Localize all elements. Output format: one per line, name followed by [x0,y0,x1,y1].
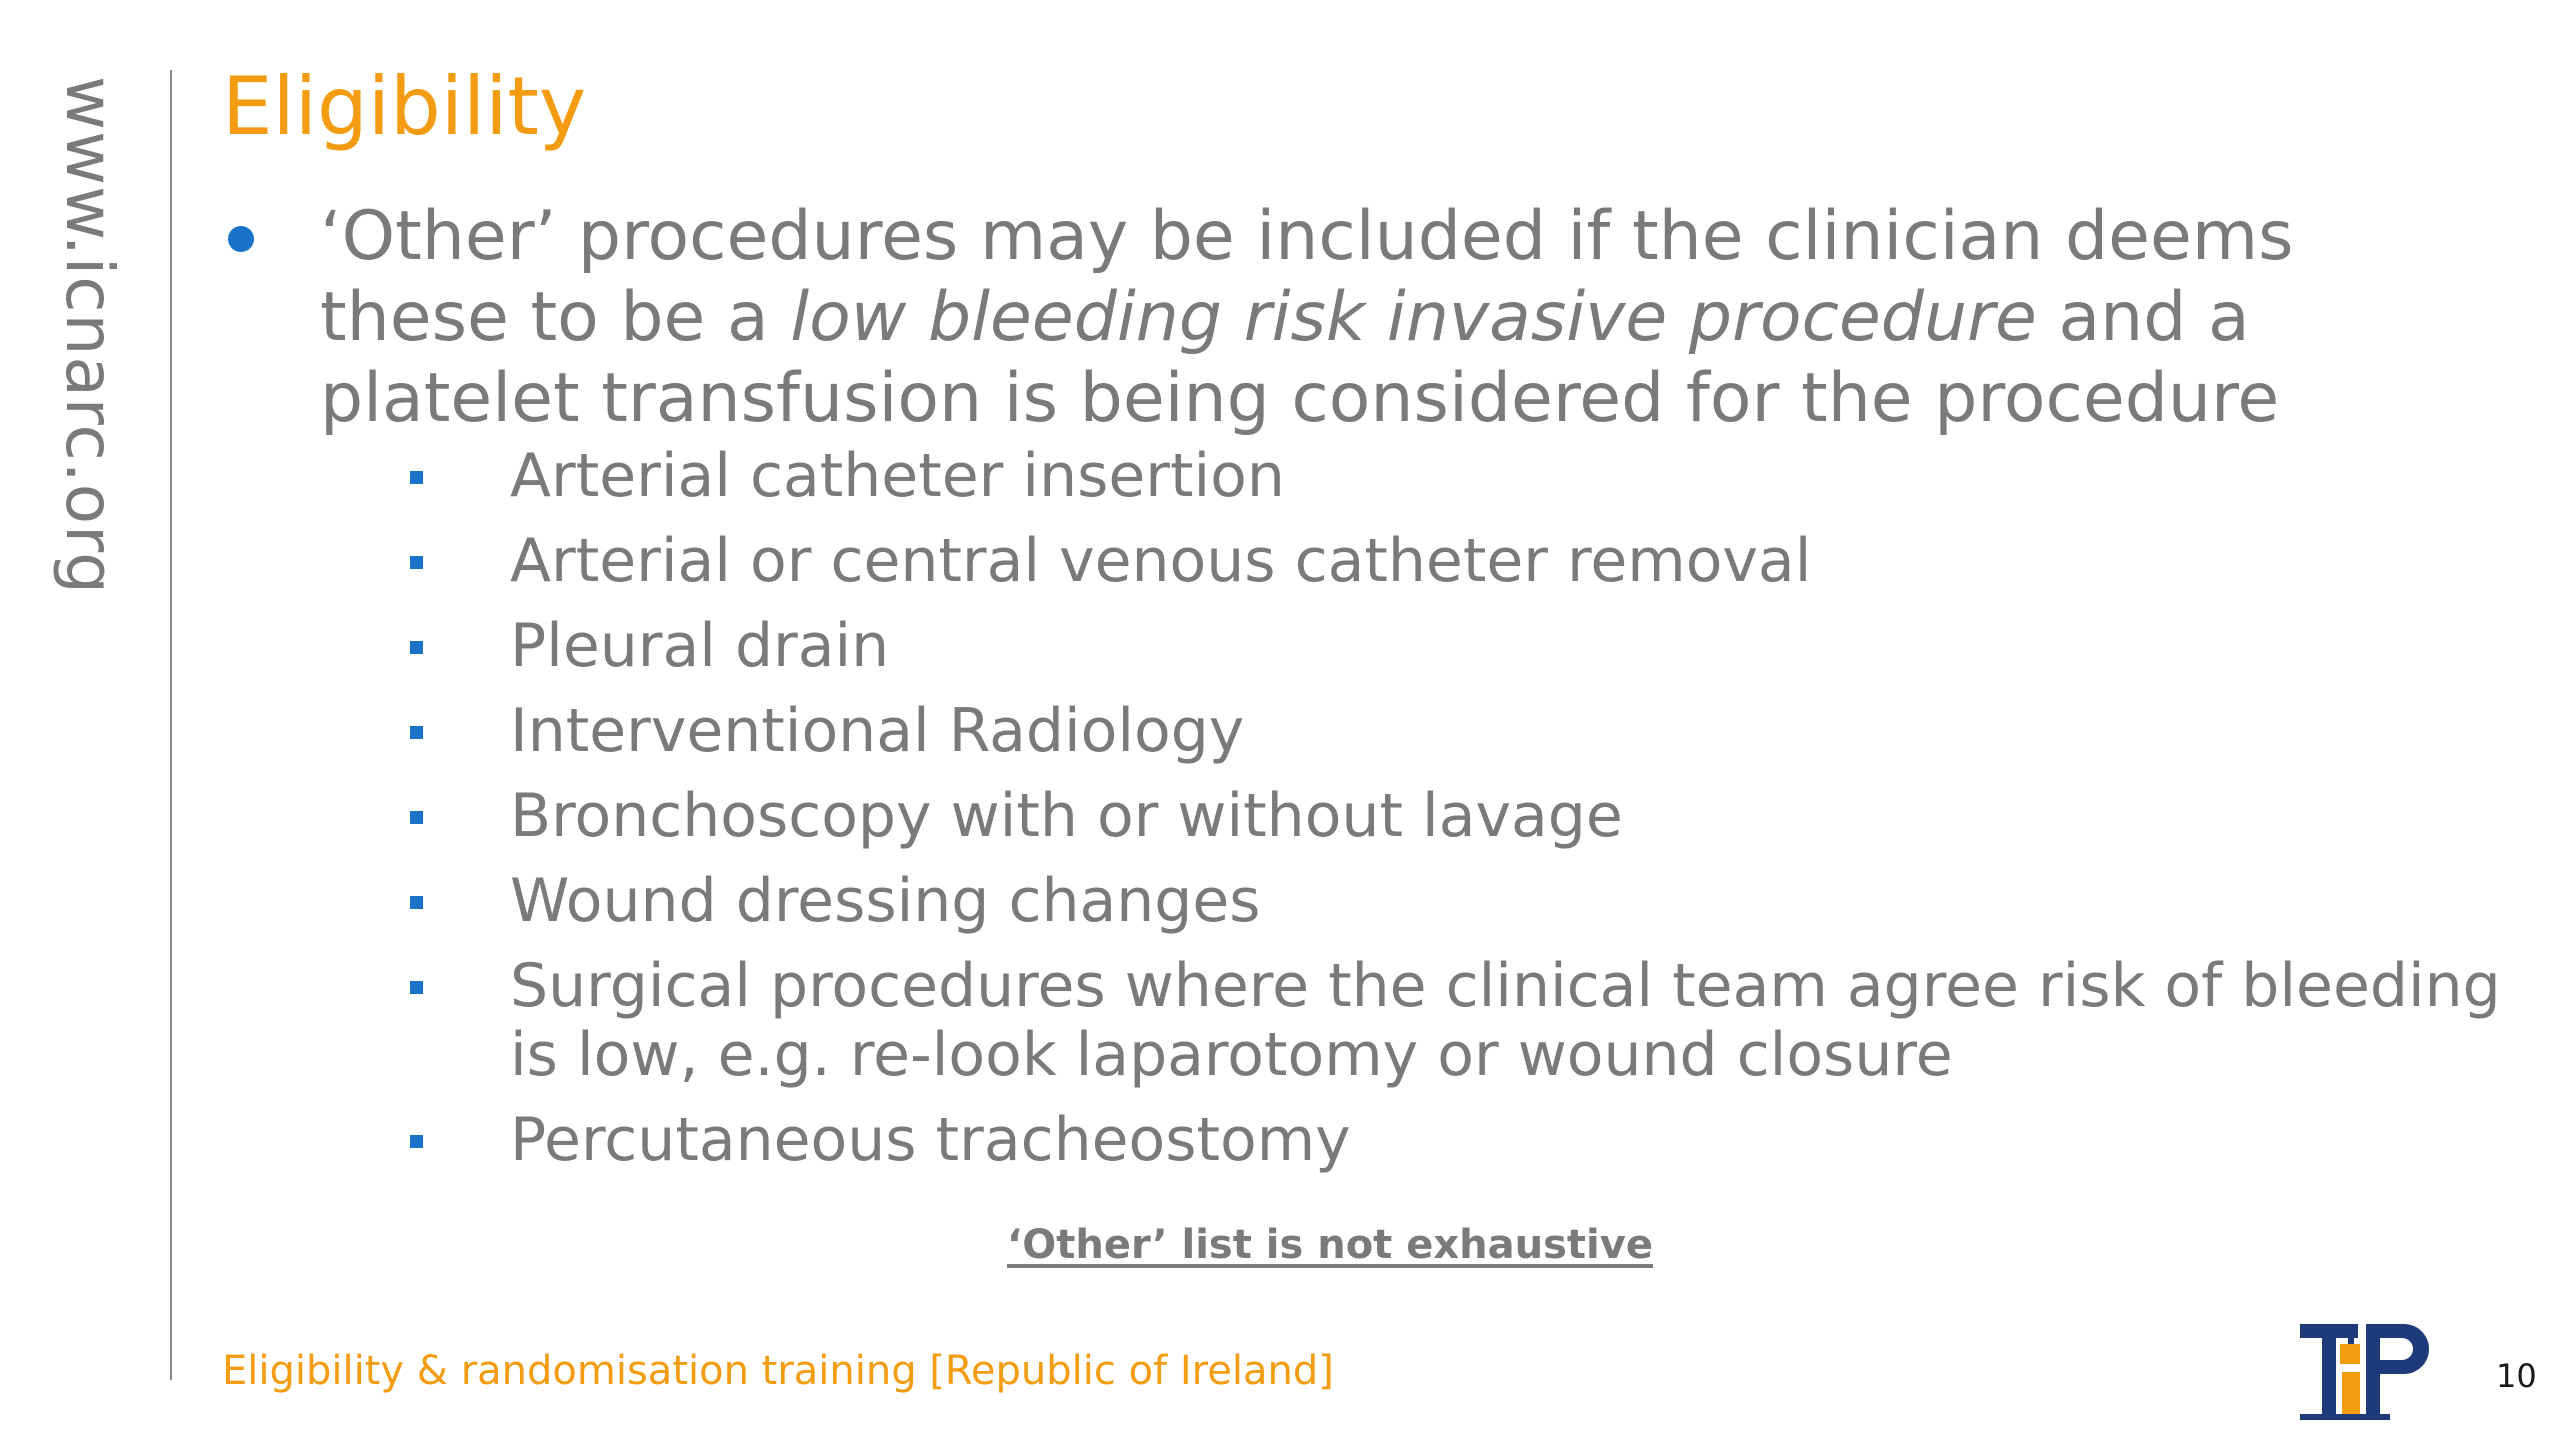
page-number: 10 [2496,1357,2537,1395]
square-bullet-icon [410,471,423,484]
procedure-list [410,442,2530,1191]
square-bullet-icon [410,1135,423,1148]
list-item [410,697,2530,766]
list-item-text: Pleural drain [510,611,890,681]
square-bullet-icon [410,981,423,994]
list-item-text: Wound dressing changes [510,866,1261,936]
square-bullet-icon [410,556,423,569]
not-exhaustive-note: ‘Other’ list is not exhaustive [1007,1222,1653,1268]
list-item [410,527,2530,596]
slide-title: Eligibility [222,60,587,153]
main-bullet-part2: and a platelet transfusion is being considered for the procedure [320,278,2280,438]
list-item [410,1106,2530,1175]
list-item [410,612,2530,681]
square-bullet-icon [410,726,423,739]
website-url: www.icnarc.org [51,76,128,595]
t4p-logo [2300,1316,2436,1426]
square-bullet-icon [410,811,423,824]
list-item [410,442,2530,511]
list-item-text: Bronchoscopy with or without lavage [510,781,1623,851]
square-bullet-icon [410,896,423,909]
list-item-text: Percutaneous tracheostomy [510,1105,1351,1175]
list-item [410,867,2530,936]
list-item [410,782,2530,851]
main-bullet-part1: ‘Other’ procedures may be included if the clinician deems these to be a [320,197,2294,357]
square-bullet-icon [410,641,423,654]
list-item-text: Arterial catheter insertion [510,441,1285,511]
list-item-text: Interventional Radiology [510,696,1245,766]
footer-text: Eligibility & randomisation training [Republic of Ireland] [222,1348,1334,1394]
list-item-text: Surgical procedures where the clinical team agree risk of bleeding is low, e.g. re-look laparotomy or wound closure [510,951,2501,1090]
main-bullet-italic: low bleeding risk invasive procedure [790,278,2037,357]
vertical-divider [170,70,172,1380]
bullet-dot-icon [228,226,254,252]
list-item-text: Arterial or central venous catheter removal [510,526,1812,596]
main-bullet-text [320,196,2500,439]
list-item [410,952,2530,1090]
